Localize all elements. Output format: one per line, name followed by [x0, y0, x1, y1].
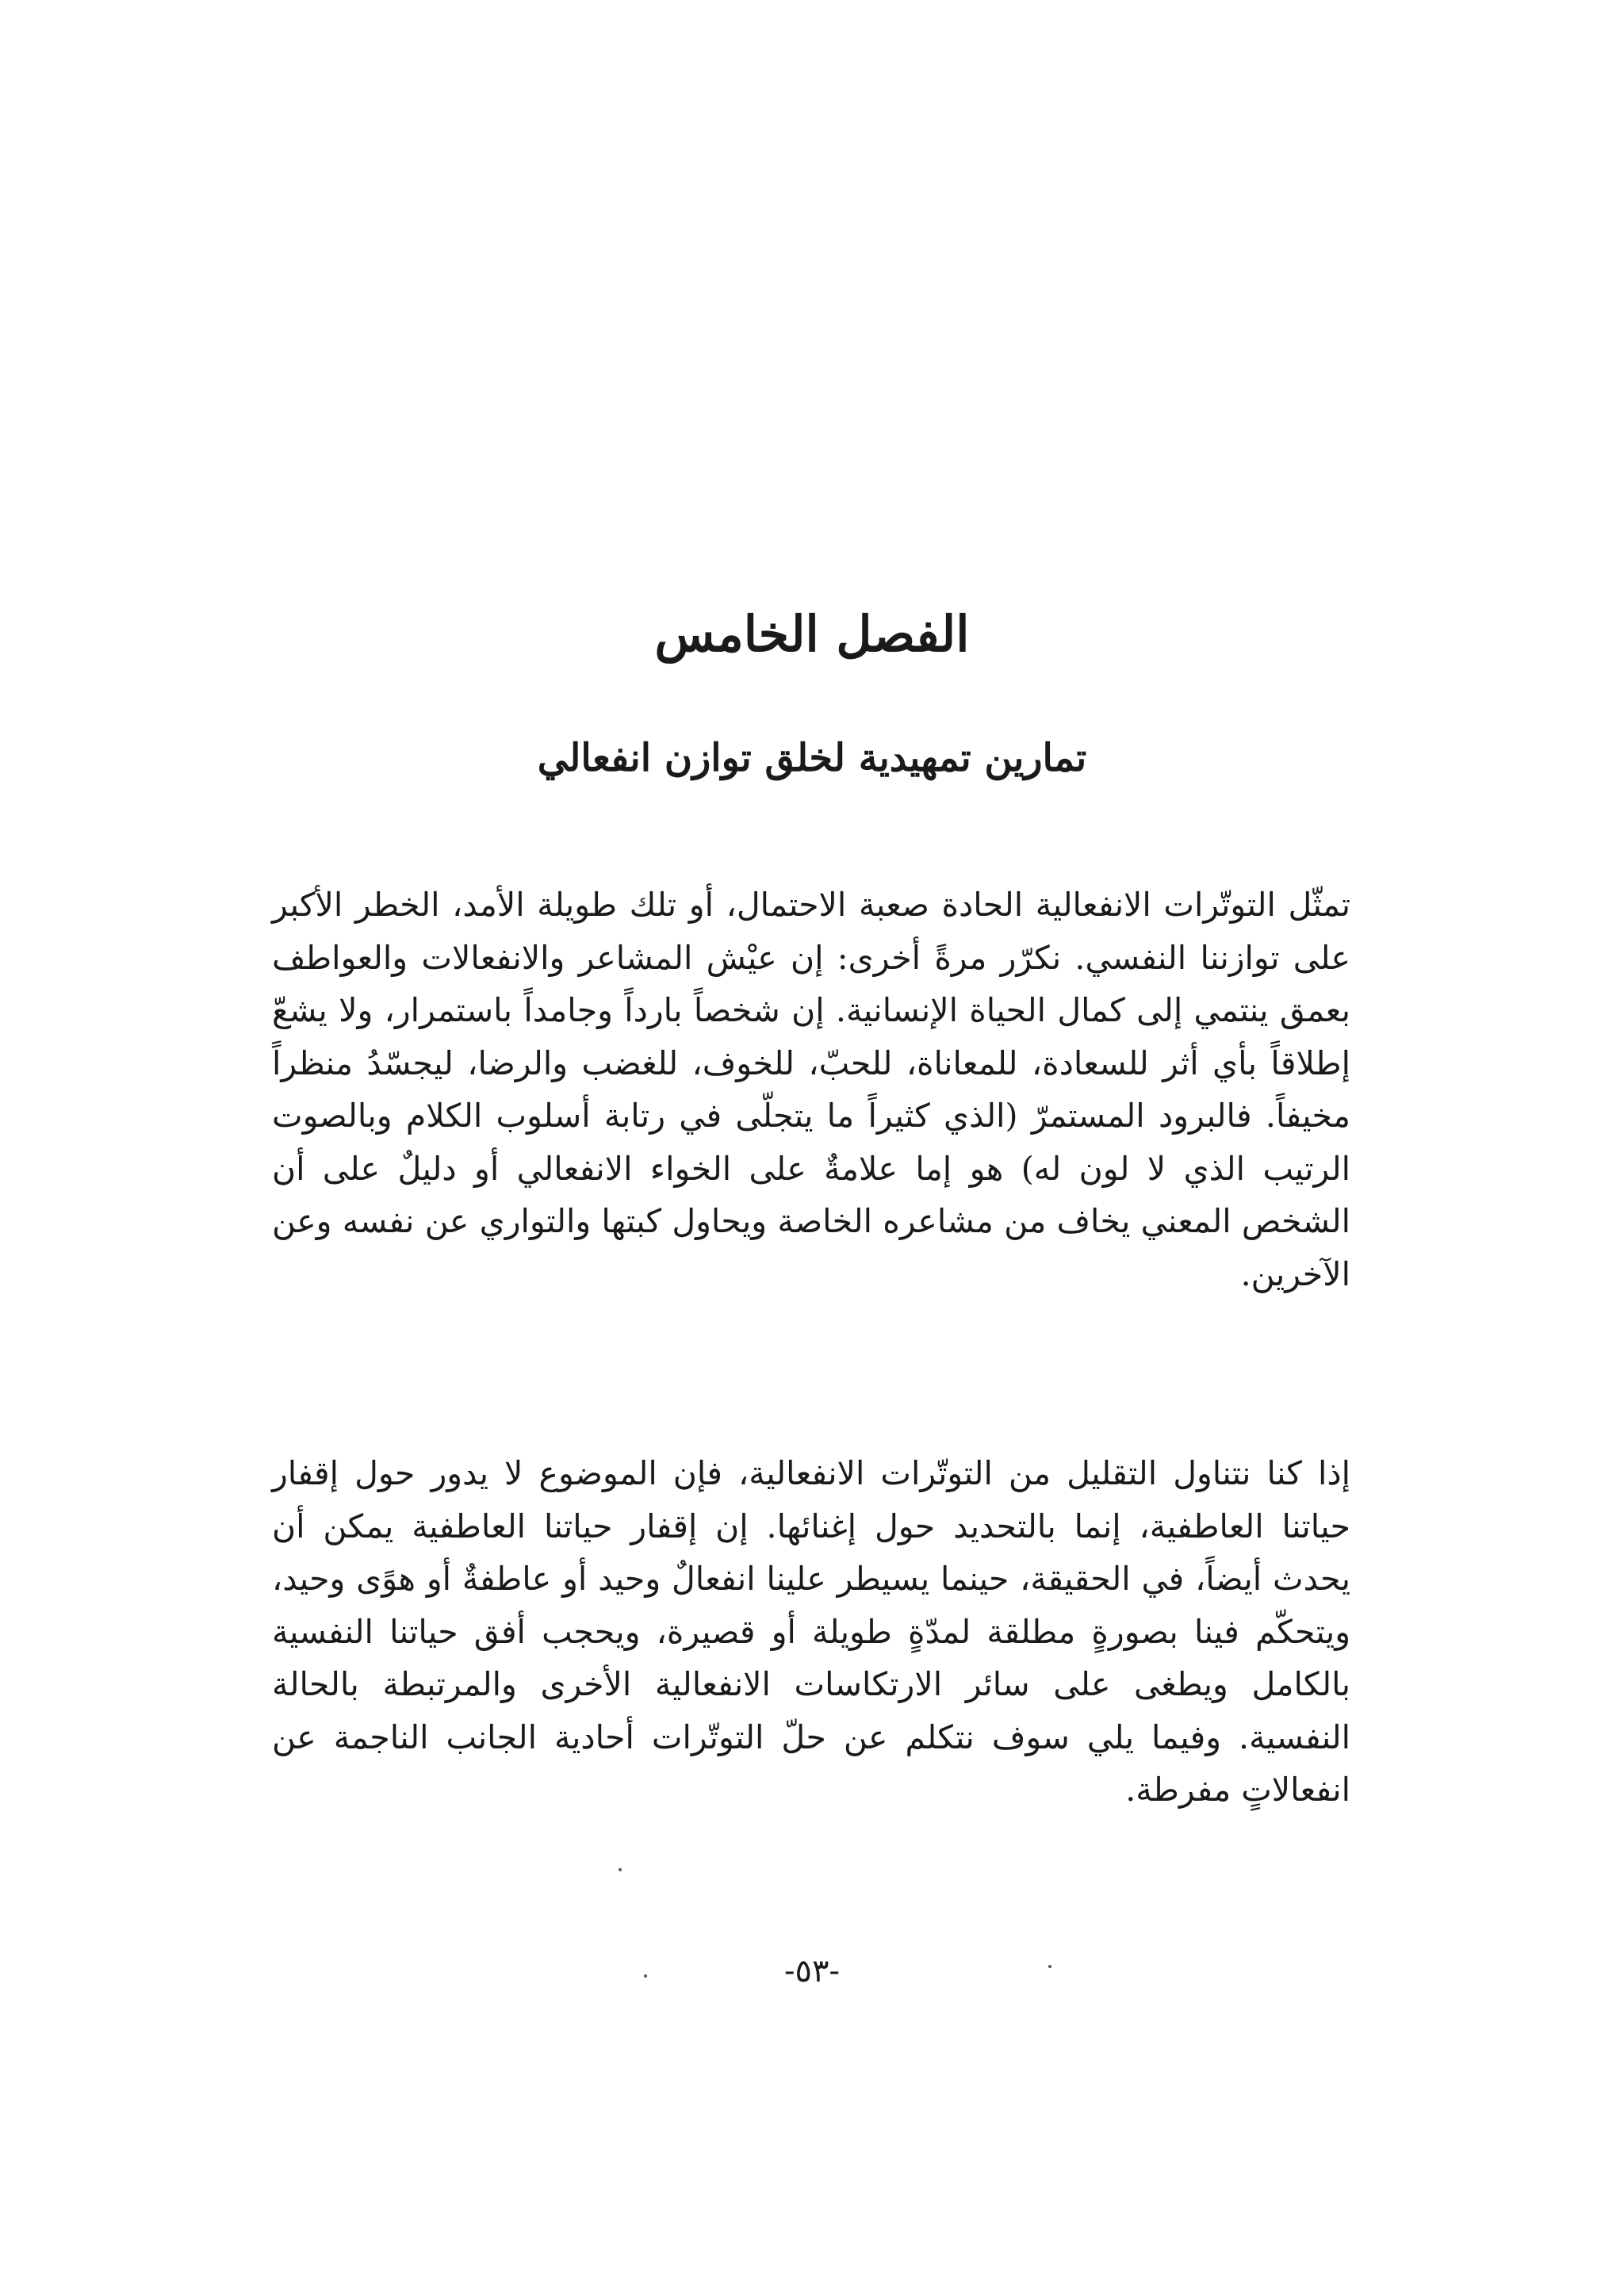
page-number: -٥٣-	[784, 1953, 840, 1989]
chapter-subtitle: تمارين تمهيدية لخلق توازن انفعالي	[537, 736, 1087, 780]
paragraph-2: إذا كنا نتناول التقليل من التوتّرات الانفعالية، فإن الموضوع لا يدور حول إقفار حياتنا العاطفية، إنما بالتحديد حول إغنائها. إن إقفار حياتنا العاطفية يمكن أن يحدث أيضاً، في الحقيقة، حينما يسيطر علينا انفعالٌ وحيد أو عاطفةٌ أو هوًى وحيد، ويتحكّم فينا بصورةٍ مطلقة لمدّةٍ طويلة أو قصيرة، ويحجب أفق حياتنا النفسية بالكامل ويطغى على سائر الارتكاسات الانفعالية الأخرى والمرتبطة بالحالة النفسية. وفيما يلي سوف نتكلم عن حلّ التوتّرات أحادية الجانب الناجمة عن انفعالاتٍ مفرطة.	[272, 1454, 1350, 1809]
paragraph-1: تمثّل التوتّرات الانفعالية الحادة صعبة الاحتمال، أو تلك طويلة الأمد، الخطر الأكبر على توازننا النفسي. نكرّر مرةً أخرى: إن عيْش المشاعر والانفعالات والعواطف بعمق ينتمي إلى كمال الحياة الإنسانية. إن شخصاً بارداً وجامداً باستمرار، ولا يشعّ إطلاقاً بأي أثر للسعادة، للمعاناة، للحبّ، للخوف، للغضب والرضا، ليجسّدُ منظراً مخيفاً. فالبرود المستمرّ (الذي كثيراً ما يتجلّى في رتابة أسلوب الكلام وبالصوت الرتيب الذي لا لون له) هو إما علامةٌ على الخواء الانفعالي أو دليلٌ على أن الشخص المعني يخاف من مشاعره الخاصة ويحاول كبتها والتواري عن نفسه وعن الآخرين.	[272, 886, 1350, 1293]
scan-speck	[644, 1974, 647, 1978]
scan-speck	[619, 1868, 622, 1871]
scan-speck	[1048, 1965, 1051, 1968]
chapter-title: الفصل الخامس	[654, 605, 970, 663]
